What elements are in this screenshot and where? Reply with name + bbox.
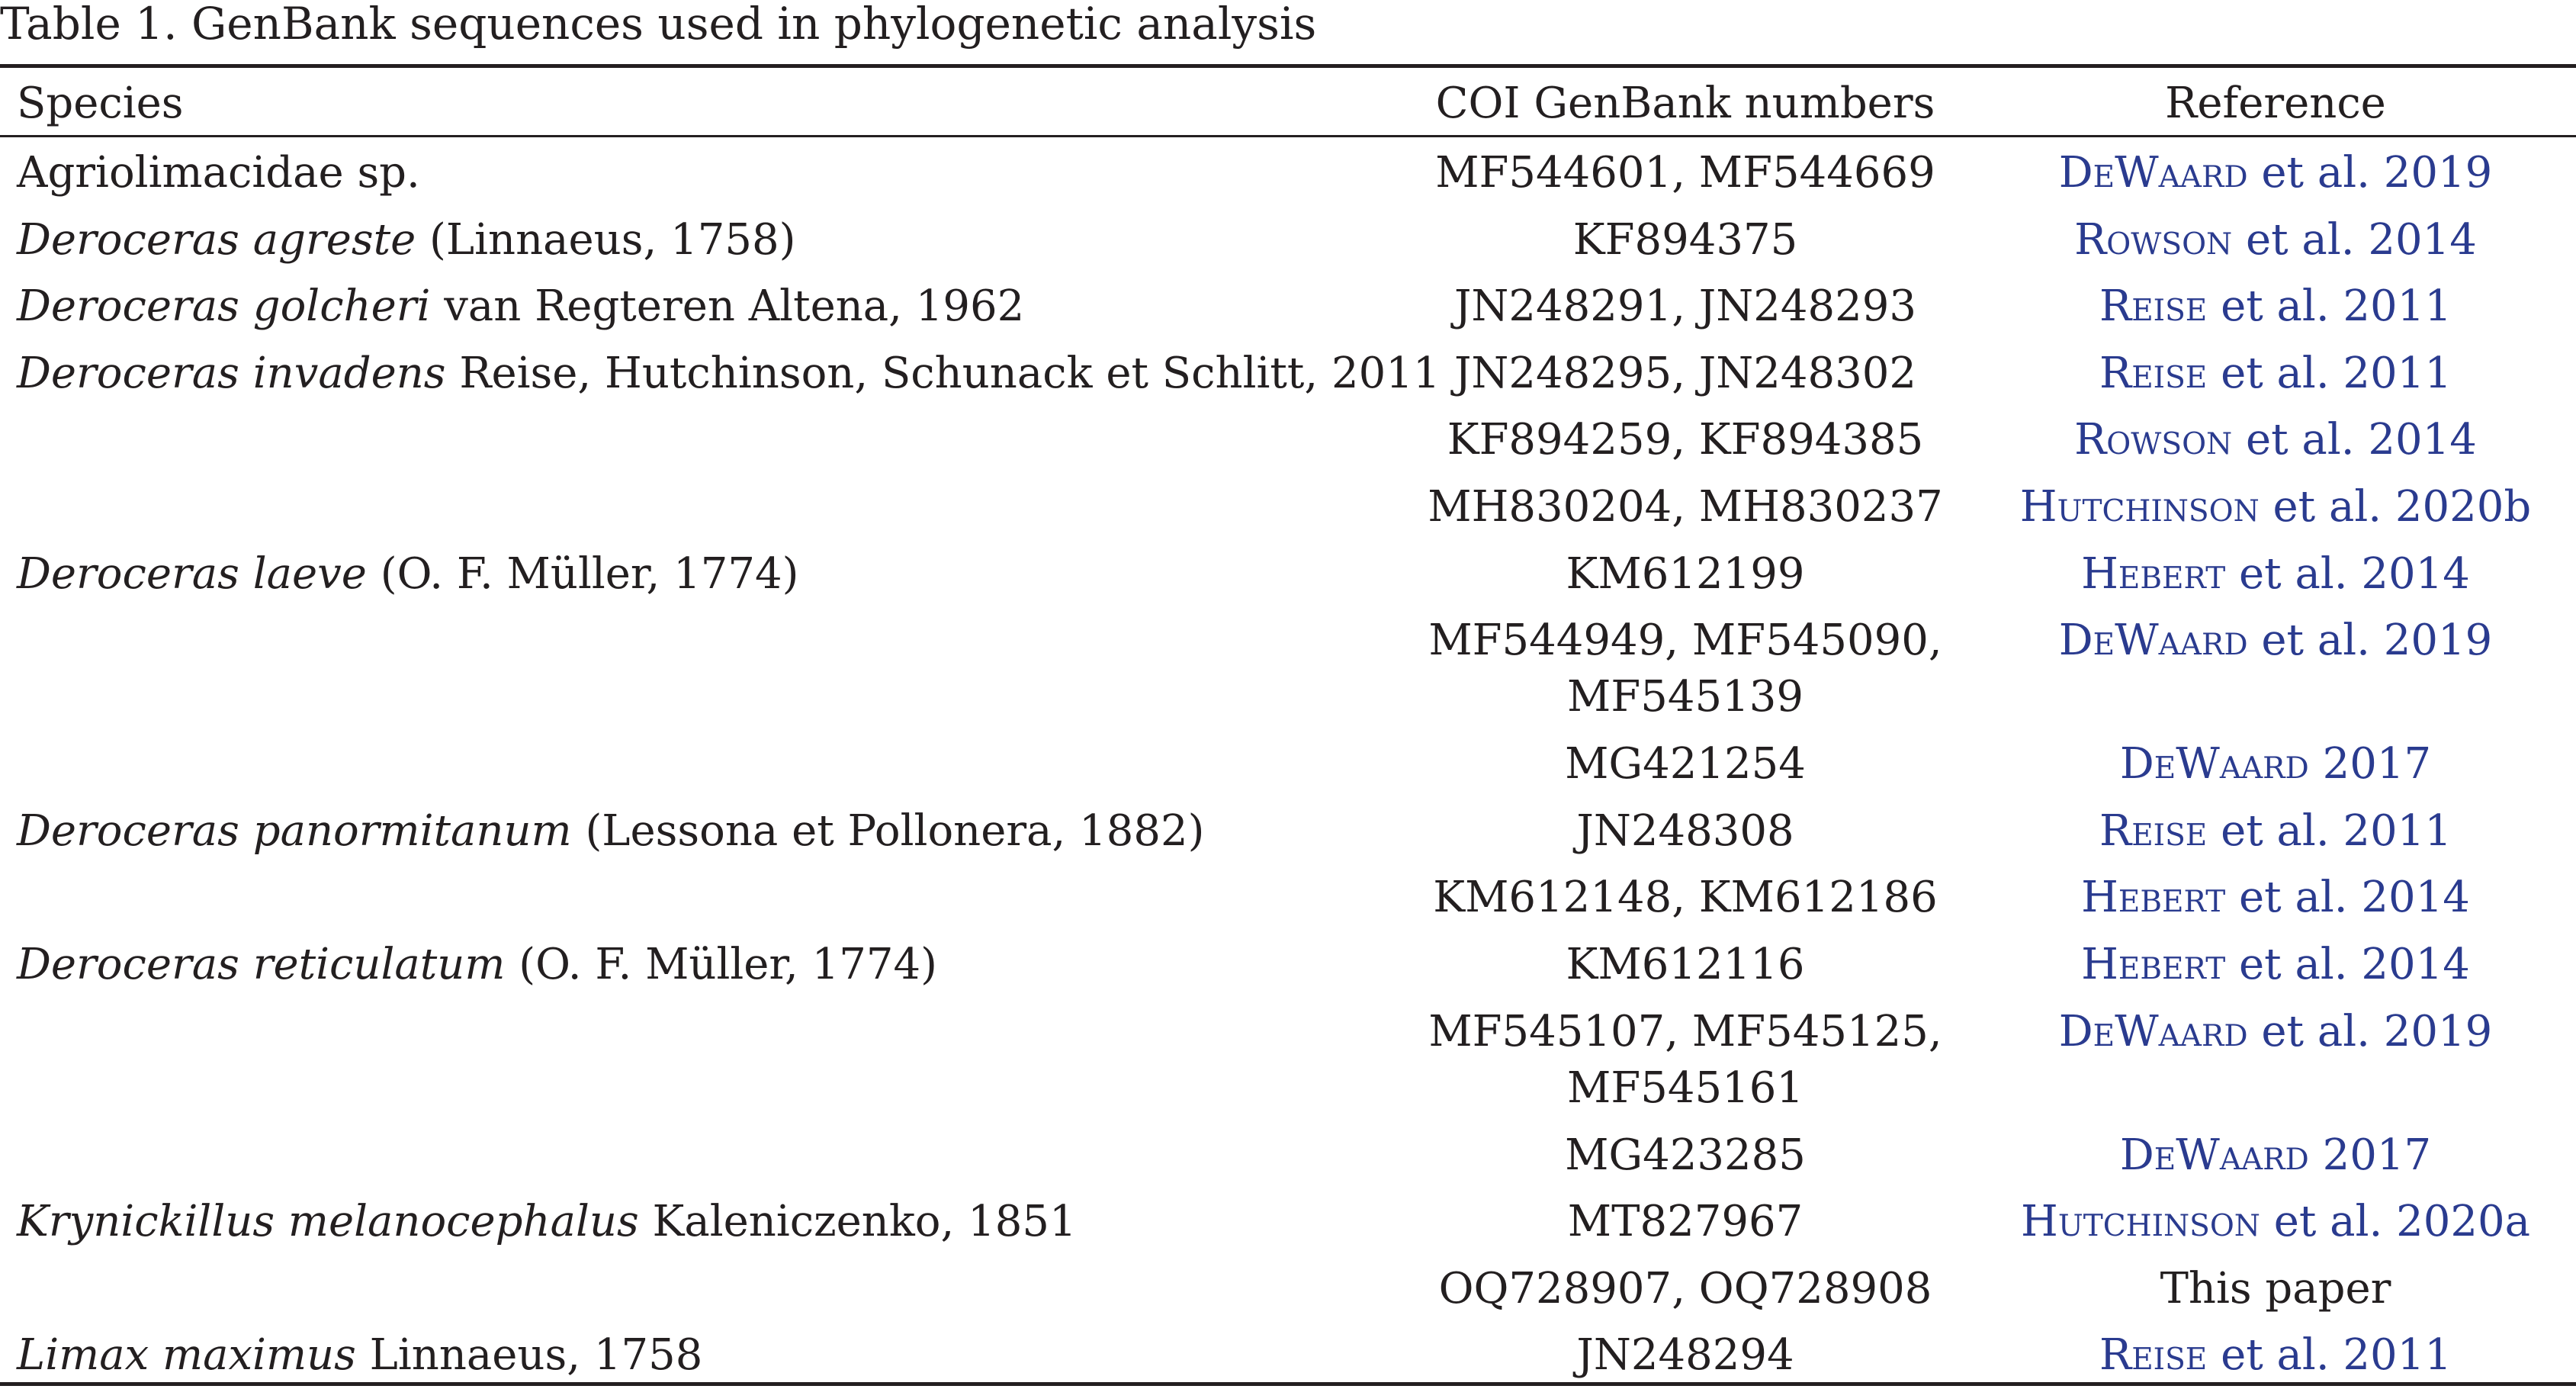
reference-cell — [1975, 140, 2576, 207]
species-cell — [0, 541, 1396, 608]
reference-author: Rowson — [2074, 415, 2233, 465]
reference-cell — [1975, 1256, 2576, 1323]
reference-author: Rowson — [2074, 214, 2233, 265]
reference-year: et al. 2014 — [2225, 939, 2470, 989]
taxon-authority: (O. F. Müller, 1774) — [505, 939, 938, 989]
coi-accessions-cell: MF544601, MF544669 — [1435, 148, 1935, 198]
species-cell — [0, 798, 1396, 865]
taxon-name: Agriolimacidae sp. — [17, 148, 420, 198]
table-row — [0, 1322, 2576, 1389]
reference-link[interactable] — [2059, 1007, 2493, 1056]
reference-author: Reise — [2099, 281, 2208, 332]
taxon-authority: (Linnaeus, 1758) — [416, 214, 796, 265]
table-row — [0, 1256, 2576, 1323]
reference-author: Hebert — [2081, 873, 2226, 923]
table-row — [0, 407, 2576, 474]
reference-author: DeWaard — [2058, 148, 2248, 198]
reference-author: Hutchinson — [2019, 481, 2260, 532]
table-row — [0, 1188, 2576, 1256]
taxon-authority: (Lessona et Pollonera, 1882) — [571, 805, 1205, 856]
header-species: Species — [17, 79, 184, 128]
reference-author: DeWaard — [2058, 616, 2248, 666]
reference-author: Hutchinson — [2021, 1197, 2260, 1247]
table-row — [0, 998, 2576, 1122]
species-cell — [0, 273, 1396, 340]
reference-year: et al. 2020a — [2260, 1197, 2530, 1247]
table-row — [0, 207, 2576, 274]
species-cell — [0, 207, 1396, 274]
table-row — [0, 340, 2576, 407]
coi-accessions-cell: MG423285 — [1565, 1130, 1806, 1180]
table-row — [0, 864, 2576, 931]
table-row — [0, 140, 2576, 207]
coi-accessions-cell: JN248308 — [1576, 805, 1794, 856]
reference-year: et al. 2019 — [2247, 1006, 2493, 1056]
reference-cell — [1975, 340, 2576, 407]
taxon-name: Deroceras panormitanum — [17, 805, 572, 856]
species-cell — [0, 140, 1396, 207]
reference-cell — [1975, 407, 2576, 474]
reference-author: Hebert — [2081, 548, 2226, 599]
reference-link[interactable] — [2059, 616, 2493, 665]
coi-accessions-cell: JN248291, JN248293 — [1453, 281, 1917, 332]
reference-year: et al. 2011 — [2207, 281, 2452, 332]
species-cell — [0, 1188, 1396, 1256]
reference-link[interactable] — [2099, 281, 2452, 331]
reference-year: et al. 2011 — [2207, 805, 2452, 856]
reference-link[interactable] — [2059, 148, 2493, 198]
species-cell — [0, 607, 1396, 731]
species-cell — [0, 931, 1396, 998]
species-cell — [0, 1122, 1396, 1189]
table-row — [0, 731, 2576, 798]
reference-cell — [1975, 1188, 2576, 1256]
species-cell — [0, 340, 1441, 407]
reference-author: Hebert — [2081, 939, 2226, 989]
table-row — [0, 1122, 2576, 1189]
taxon-name: Limax maximus — [17, 1330, 356, 1381]
taxon-authority: Linnaeus, 1758 — [355, 1330, 703, 1381]
coi-accessions-cell: MH830204, MH830237 — [1428, 481, 1943, 532]
reference-year: et al. 2011 — [2207, 348, 2452, 398]
reference-year: et al. 2014 — [2225, 873, 2470, 923]
table-row — [0, 607, 2576, 731]
reference-year: et al. 2014 — [2225, 548, 2470, 599]
reference-text: This paper — [2160, 1263, 2391, 1313]
coi-accessions-cell: MT827967 — [1567, 1197, 1804, 1247]
reference-author: Reise — [2099, 1330, 2208, 1381]
reference-cell — [1975, 273, 2576, 340]
reference-cell — [1975, 1122, 2576, 1189]
species-cell — [0, 1256, 1396, 1323]
reference-year: et al. 2019 — [2247, 616, 2493, 666]
table-row — [0, 798, 2576, 865]
table-caption: Table 1. GenBank sequences used in phylogenetic analysis — [0, 0, 1317, 50]
coi-accessions-cell: KF894375 — [1572, 214, 1798, 265]
reference-cell — [1975, 998, 2576, 1122]
reference-cell — [1975, 541, 2576, 608]
reference-cell — [1975, 607, 2576, 731]
reference-year: et al. 2014 — [2232, 214, 2477, 265]
coi-accessions-cell: JN248295, JN248302 — [1453, 348, 1917, 398]
header-reference: Reference — [2165, 79, 2386, 128]
reference-link[interactable] — [2099, 349, 2452, 398]
coi-accessions-cell: KM612148, KM612186 — [1433, 873, 1938, 923]
reference-year: et al. 2014 — [2232, 415, 2477, 465]
taxon-authority: (O. F. Müller, 1774) — [366, 548, 799, 599]
taxon-name: Deroceras agreste — [17, 214, 416, 265]
reference-author: DeWaard — [2119, 1130, 2309, 1180]
reference-link[interactable] — [2120, 739, 2431, 789]
table-row — [0, 273, 2576, 340]
coi-accessions-cell: JN248294 — [1576, 1330, 1794, 1381]
table-header-row — [0, 68, 2576, 140]
genbank-table — [0, 68, 2576, 1389]
reference-link[interactable] — [2021, 1197, 2530, 1246]
reference-link[interactable] — [2081, 940, 2470, 989]
reference-author: Reise — [2099, 348, 2208, 398]
reference-link[interactable] — [2120, 1130, 2431, 1180]
taxon-name: Deroceras golcheri — [17, 281, 431, 332]
table-body — [0, 140, 2576, 1389]
reference-link[interactable] — [2099, 806, 2452, 856]
table-row — [0, 931, 2576, 998]
species-cell — [0, 731, 1396, 798]
reference-cell — [1975, 864, 2576, 931]
coi-accessions-cell: MF545107, MF545125, MF545161 — [1428, 1006, 1942, 1113]
reference-year: et al. 2020b — [2259, 481, 2532, 532]
reference-author: DeWaard — [2058, 1006, 2248, 1056]
reference-cell — [1975, 931, 2576, 998]
reference-year: et al. 2011 — [2207, 1330, 2452, 1381]
reference-cell — [1975, 1322, 2576, 1389]
reference-cell — [1975, 474, 2576, 541]
reference-cell — [1975, 798, 2576, 865]
reference-link[interactable] — [2074, 415, 2477, 465]
taxon-authority: Kaleniczenko, 1851 — [638, 1197, 1077, 1247]
reference-link[interactable] — [2099, 1330, 2452, 1380]
taxon-name: Deroceras laeve — [17, 548, 367, 599]
species-cell — [0, 998, 1396, 1122]
coi-accessions-cell: KF894259, KF894385 — [1447, 415, 1924, 465]
reference-link[interactable] — [2081, 873, 2470, 922]
reference-author: DeWaard — [2119, 739, 2309, 789]
reference-year: et al. 2019 — [2247, 148, 2493, 198]
reference-year: 2017 — [2308, 1130, 2432, 1180]
coi-accessions-cell: OQ728907, OQ728908 — [1438, 1263, 1932, 1313]
taxon-name: Krynickillus melanocephalus — [17, 1197, 639, 1247]
coi-accessions-cell: KM612199 — [1566, 548, 1805, 599]
table-row — [0, 541, 2576, 608]
reference-year: 2017 — [2308, 739, 2432, 789]
taxon-name: Deroceras reticulatum — [17, 939, 506, 989]
reference-link[interactable] — [2074, 215, 2477, 265]
species-cell — [0, 407, 1396, 474]
header-coi: COI GenBank numbers — [1435, 79, 1935, 128]
taxon-authority: Reise, Hutchinson, Schunack et Schlitt, 2011 — [445, 348, 1441, 398]
reference-link[interactable] — [2020, 482, 2531, 532]
reference-cell — [1975, 207, 2576, 274]
species-cell — [0, 1322, 1396, 1389]
species-cell — [0, 474, 1396, 541]
reference-cell — [1975, 731, 2576, 798]
taxon-authority: van Regteren Altena, 1962 — [430, 281, 1025, 332]
table-row — [0, 474, 2576, 541]
reference-link[interactable] — [2081, 549, 2470, 599]
coi-accessions-cell: MF544949, MF545090, MF545139 — [1428, 616, 1942, 722]
reference-author: Reise — [2099, 805, 2208, 856]
coi-accessions-cell: MG421254 — [1565, 739, 1806, 789]
coi-accessions-cell: KM612116 — [1566, 939, 1805, 989]
taxon-name: Deroceras invadens — [17, 348, 446, 398]
species-cell — [0, 864, 1396, 931]
